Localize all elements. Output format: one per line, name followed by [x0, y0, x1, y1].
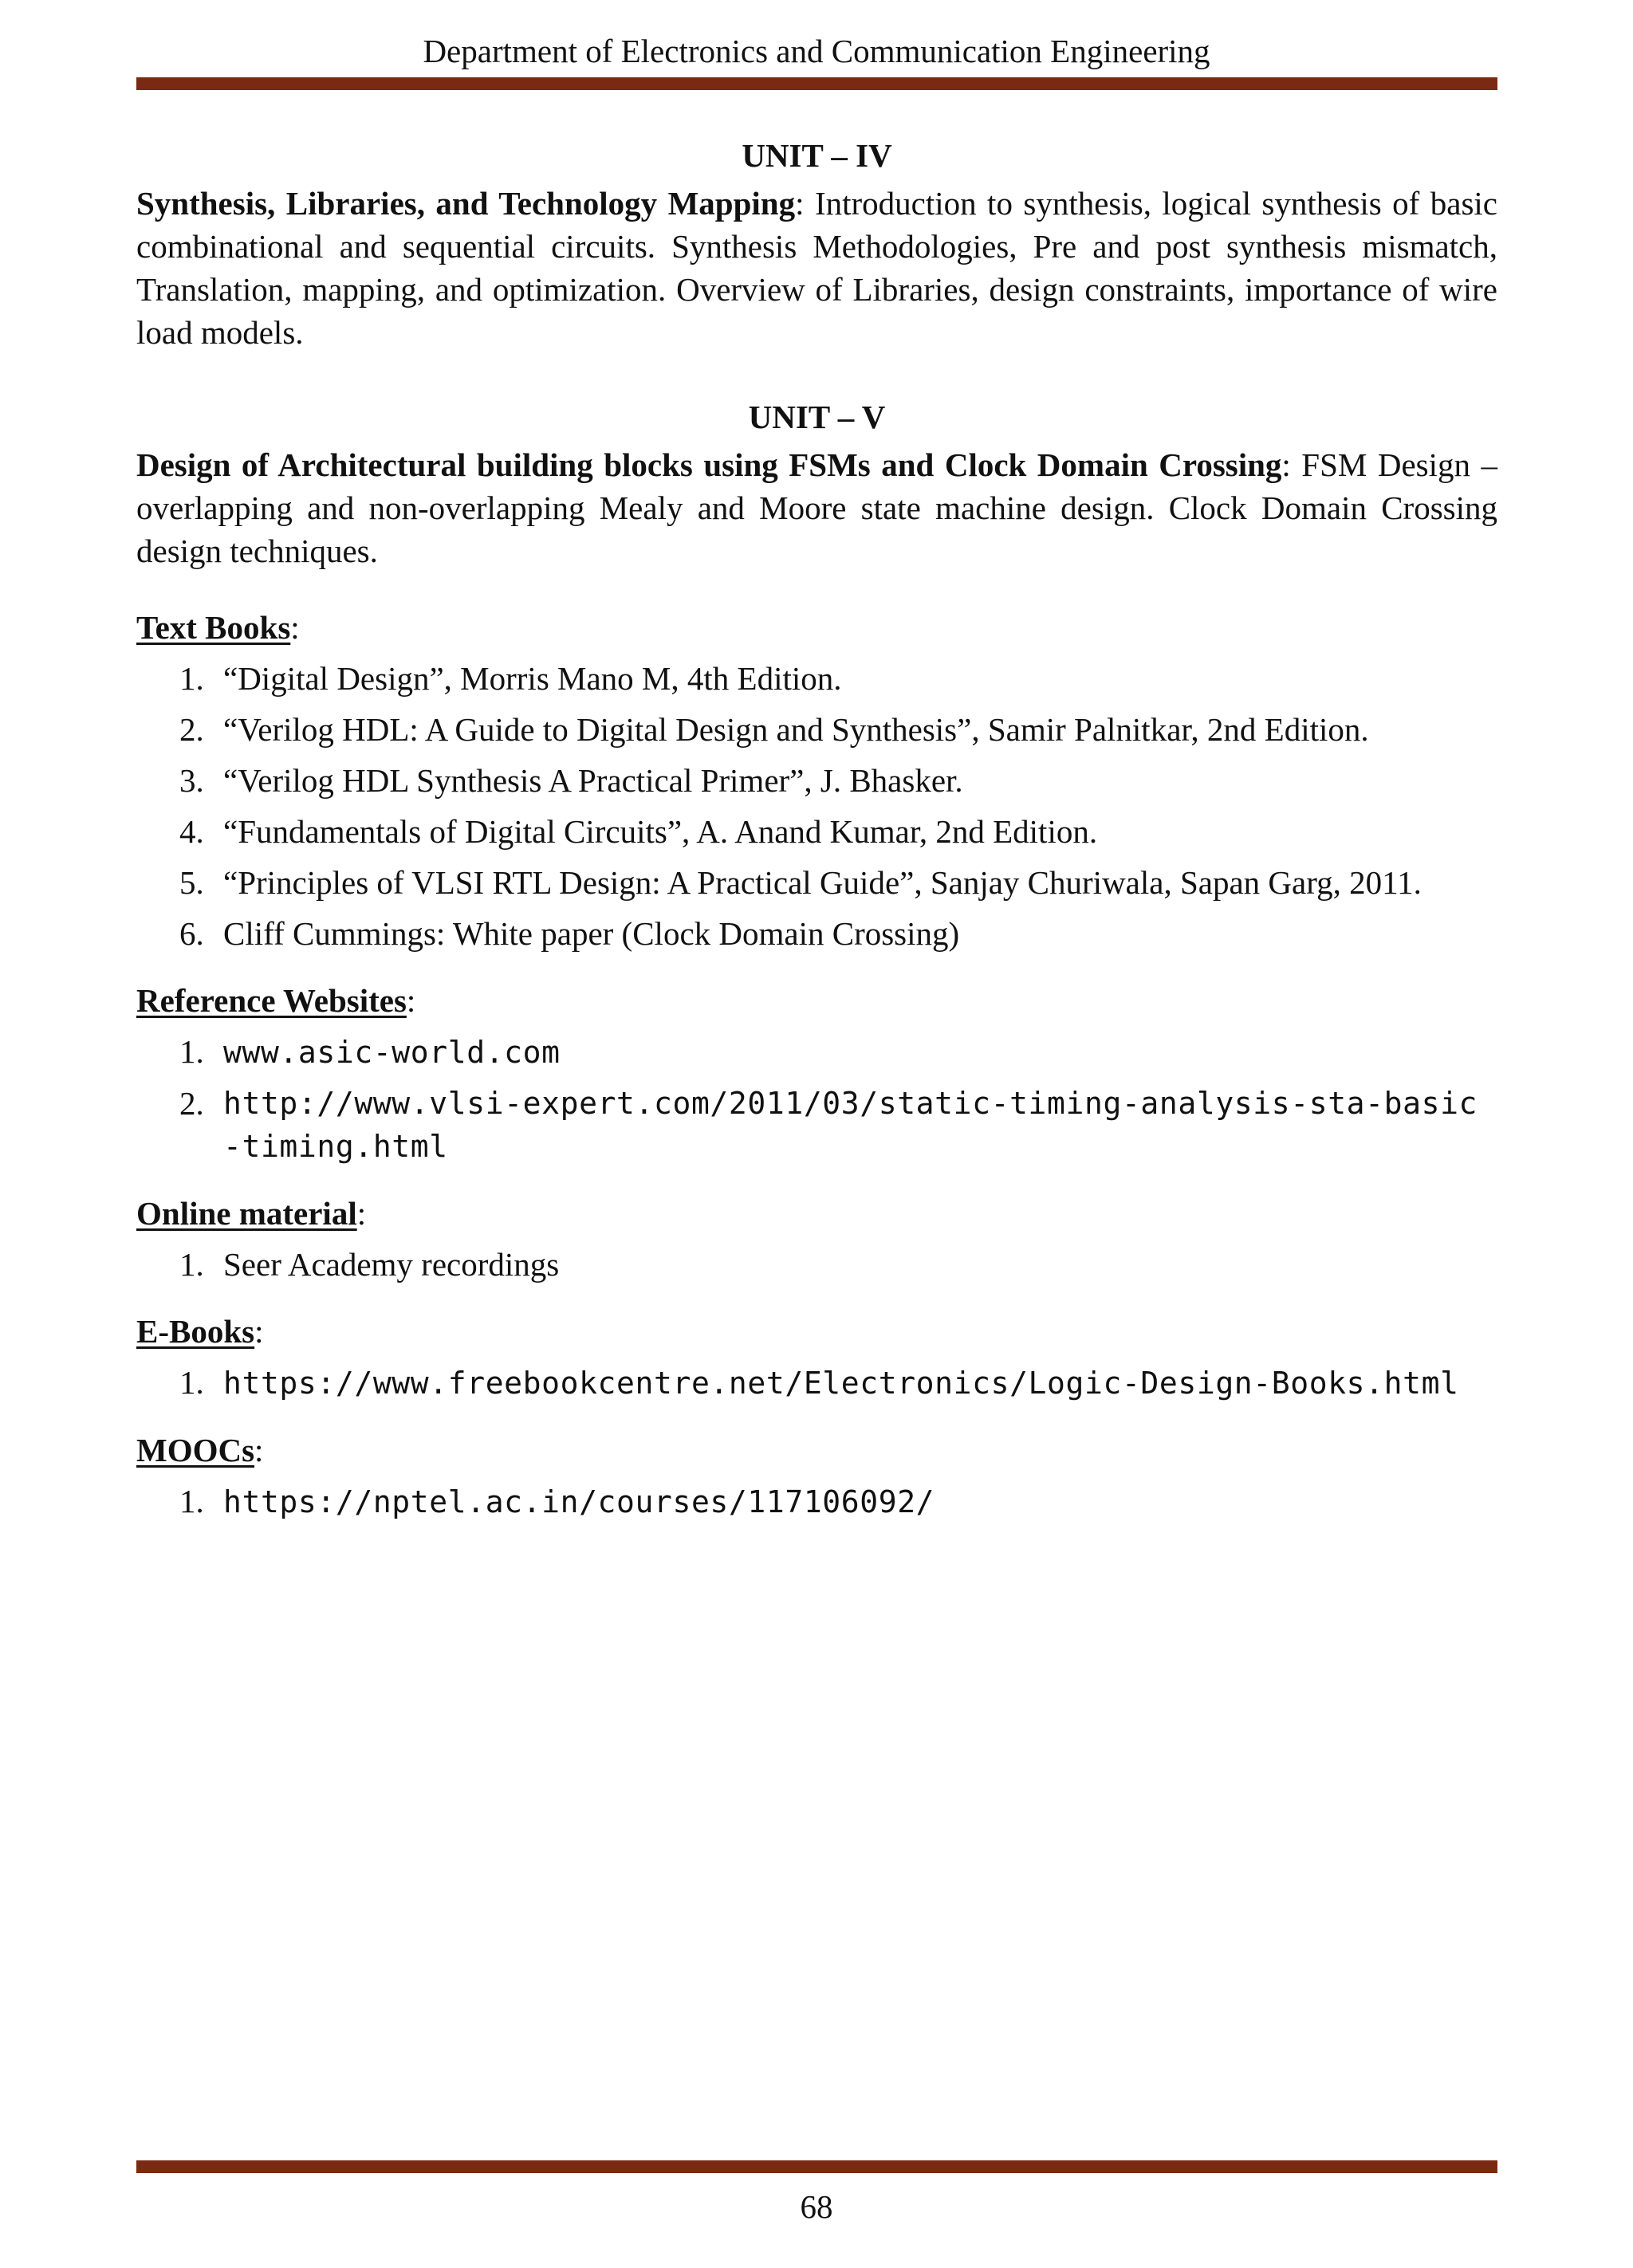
online-material-list: [136, 1243, 1497, 1286]
unit-5-heading: UNIT – V: [748, 399, 886, 435]
header-rule: [136, 77, 1497, 90]
text-book-text: “Fundamentals of Digital Circuits”, A. Anand Kumar, 2nd Edition.: [223, 813, 1098, 850]
unit-4-separator: :: [795, 185, 805, 222]
text-book-item: [136, 810, 1497, 853]
text-book-item: [136, 708, 1497, 751]
reference-website-link[interactable]: http://www.vlsi-expert.com/2011/03/static-timing-analysis-sta-basic: [223, 1086, 1478, 1121]
unit-5-body: FSM Design – overlapping and non-overlapping Mealy and Moore state machine design. Clock Domain Crossing design techniques.: [136, 446, 1497, 569]
unit-5-paragraph: [136, 443, 1497, 572]
online-material-text: Seer Academy recordings: [223, 1246, 560, 1283]
reference-website-item: [136, 1082, 1497, 1168]
ebooks-list: [136, 1361, 1497, 1405]
text-book-text: “Principles of VLSI RTL Design: A Practical Guide”, Sanjay Churiwala, Sapan Garg, 2011.: [223, 864, 1422, 901]
moocs-colon: :: [254, 1432, 264, 1468]
list-number: 1.: [179, 1033, 204, 1070]
unit-5-separator: :: [1281, 446, 1291, 483]
text-book-text: “Digital Design”, Morris Mano M, 4th Edition.: [223, 660, 842, 697]
unit-5-topic: Design of Architectural building blocks using FSMs and Clock Domain Crossing: [136, 446, 1282, 483]
ebook-link[interactable]: https://www.freebookcentre.net/Electronics/Logic-Design-Books.html: [223, 1366, 1459, 1401]
reference-website-item: [136, 1030, 1497, 1074]
unit-4-heading: UNIT – IV: [742, 137, 892, 174]
unit-4-body: Introduction to synthesis, logical synthesis of basic combinational and sequential circuits. Synthesis Methodologies, Pre and post synthesis mismatch, Translation, mapping, and optimization. Overview of Libraries, design constraints, importance of wire load models.: [136, 185, 1498, 351]
text-book-item: [136, 657, 1497, 700]
reference-websites-colon: :: [406, 982, 416, 1019]
ebooks-colon: :: [254, 1313, 264, 1350]
list-number: 1.: [179, 1246, 204, 1283]
page-content: [136, 134, 1497, 1531]
list-number: 1.: [179, 1364, 204, 1401]
unit-4-paragraph: [136, 182, 1497, 354]
ebooks-heading: [136, 1310, 1497, 1353]
reference-website-link-continued[interactable]: -timing.html: [223, 1129, 448, 1164]
list-number: 6.: [179, 915, 204, 952]
list-number: 5.: [179, 864, 204, 901]
text-books-label: Text Books: [136, 609, 291, 646]
reference-websites-list: [136, 1030, 1497, 1168]
mooc-item: [136, 1480, 1497, 1523]
text-books-colon: :: [290, 609, 300, 646]
moocs-label: MOOCs: [136, 1432, 255, 1468]
page-header: Department of Electronics and Communication Engineering: [423, 33, 1210, 69]
unit-4-topic: Synthesis, Libraries, and Technology Mapping: [136, 185, 796, 222]
text-book-text: Cliff Cummings: White paper (Clock Domain Crossing): [223, 915, 960, 952]
list-number: 3.: [179, 762, 204, 799]
reference-websites-label: Reference Websites: [136, 982, 407, 1019]
text-book-text: “Verilog HDL Synthesis A Practical Primer”, J. Bhasker.: [223, 762, 963, 799]
ebook-item: [136, 1361, 1497, 1405]
list-number: 4.: [179, 813, 204, 850]
mooc-link[interactable]: https://nptel.ac.in/courses/117106092/: [223, 1484, 935, 1519]
online-material-heading: [136, 1192, 1497, 1235]
list-number: 2.: [179, 1085, 204, 1122]
online-material-label: Online material: [136, 1195, 357, 1232]
moocs-heading: [136, 1429, 1497, 1472]
list-number: 1.: [179, 1483, 204, 1519]
text-book-item: [136, 759, 1497, 802]
reference-websites-heading: [136, 979, 1497, 1022]
moocs-list: [136, 1480, 1497, 1523]
reference-website-link[interactable]: www.asic-world.com: [223, 1035, 561, 1070]
online-material-colon: :: [356, 1195, 367, 1232]
online-material-item: [136, 1243, 1497, 1286]
ebooks-label: E-Books: [136, 1313, 255, 1350]
page-number: 68: [800, 2188, 833, 2225]
list-number: 1.: [179, 660, 204, 697]
footer-rule: [136, 2160, 1497, 2173]
text-book-text: “Verilog HDL: A Guide to Digital Design and Synthesis”, Samir Palnitkar, 2nd Edition.: [223, 711, 1369, 748]
text-books-heading: [136, 606, 1497, 649]
text-book-item: [136, 912, 1497, 955]
text-books-list: [136, 657, 1497, 955]
list-number: 2.: [179, 711, 204, 748]
text-book-item: [136, 861, 1497, 904]
